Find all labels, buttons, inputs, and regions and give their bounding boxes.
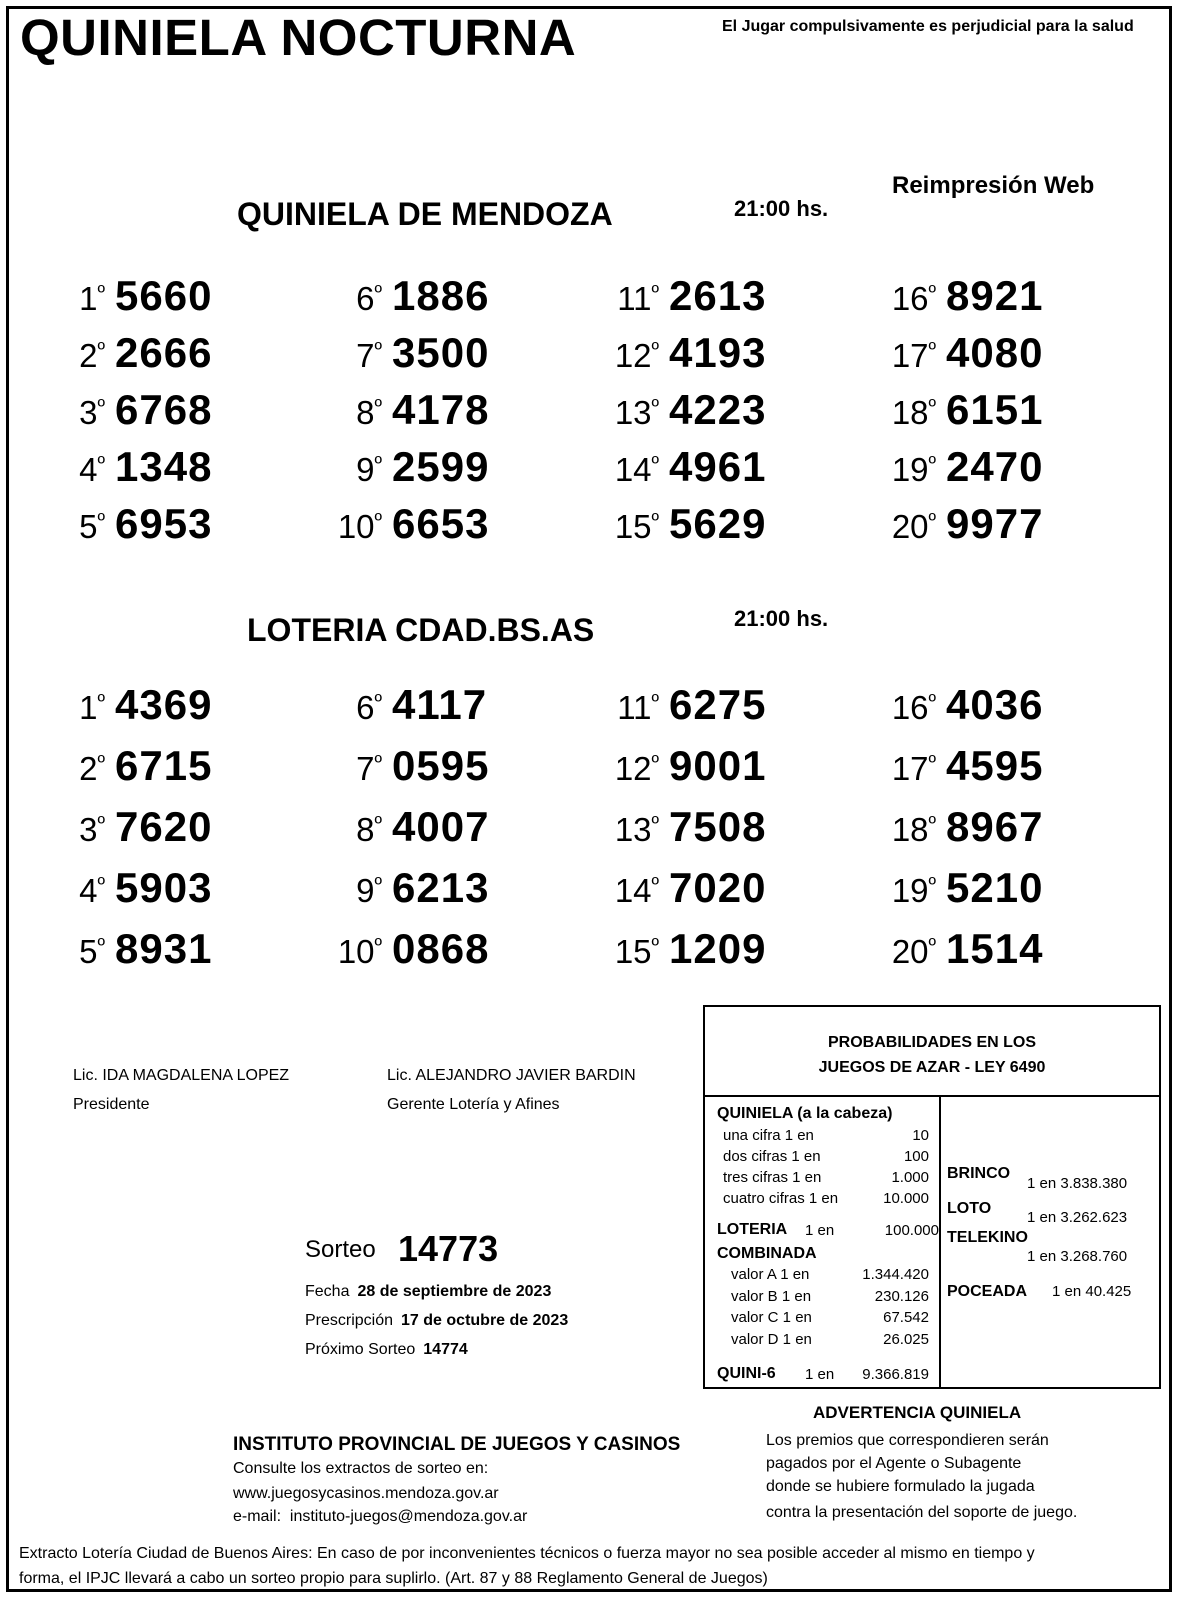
- health-warning: El Jugar compulsivamente es perjudicial para la salud: [722, 18, 1134, 35]
- ordinal-mark: º: [374, 689, 382, 713]
- winning-number: 2470: [946, 443, 1044, 490]
- quiniela-row-label: una cifra 1 en: [723, 1127, 814, 1144]
- position-label: [584, 508, 659, 546]
- ordinal-mark: º: [651, 451, 659, 475]
- mendoza-section-title: QUINIELA DE MENDOZA: [237, 196, 613, 232]
- prescripcion-row: [305, 1312, 568, 1330]
- winning-number: 4961: [669, 443, 767, 490]
- position-number: 12: [614, 337, 652, 374]
- sorteo-number: 14773: [398, 1228, 499, 1269]
- position-number: 15: [614, 508, 652, 545]
- ordinal-mark: º: [651, 750, 659, 774]
- position-number: 6: [356, 689, 375, 726]
- brinco-value: 1 en 3.838.380: [1027, 1175, 1128, 1192]
- position-label: [307, 280, 382, 318]
- bsas-result-17: [861, 742, 1043, 790]
- position-label: [30, 337, 105, 375]
- position-label: [30, 872, 105, 910]
- winning-number: 7508: [669, 803, 767, 850]
- position-number: 10: [337, 508, 375, 545]
- mendoza-result-12: [584, 329, 766, 377]
- loteria-label: LOTERIA: [717, 1221, 788, 1238]
- ordinal-mark: º: [651, 508, 659, 532]
- institute-email[interactable]: instituto-juegos@mendoza.gov.ar: [289, 1508, 528, 1525]
- position-number: 7: [356, 750, 375, 787]
- quiniela-row-value: 10: [912, 1127, 929, 1144]
- quiniela-row-value: 10.000: [883, 1190, 929, 1207]
- position-number: 16: [891, 689, 929, 726]
- ordinal-mark: º: [374, 280, 382, 304]
- mendoza-result-11: [584, 272, 766, 320]
- quiniela-row-label: cuatro cifras 1 en: [723, 1190, 839, 1207]
- winning-number: 5903: [115, 864, 213, 911]
- winning-number: 1514: [946, 925, 1044, 972]
- winning-number: 6715: [115, 742, 213, 789]
- position-label: [30, 394, 105, 432]
- position-number: 13: [614, 394, 652, 431]
- winning-number: 6151: [946, 386, 1044, 433]
- bsas-result-11: [584, 681, 766, 729]
- probabilities-title-line1: PROBABILIDADES EN LOS: [827, 1034, 1036, 1051]
- mendoza-result-9: [307, 443, 489, 491]
- mendoza-draw-time: 21:00 hs.: [734, 196, 829, 221]
- loteria-mid: 1 en: [805, 1222, 835, 1239]
- position-number: 19: [891, 872, 929, 909]
- position-number: 4: [79, 451, 98, 488]
- ordinal-mark: º: [374, 394, 382, 418]
- position-label: [307, 750, 382, 788]
- ordinal-mark: º: [97, 689, 105, 713]
- position-label: [30, 933, 105, 971]
- winning-number: 8931: [115, 925, 213, 972]
- poceada-value: 1 en 40.425: [1052, 1283, 1132, 1300]
- position-label: [30, 451, 105, 489]
- position-label: [307, 451, 382, 489]
- winning-number: 4595: [946, 742, 1044, 789]
- position-number: 20: [891, 508, 929, 545]
- winning-number: 1209: [669, 925, 767, 972]
- position-label: [861, 811, 936, 849]
- ordinal-mark: º: [97, 811, 105, 835]
- winning-number: 1886: [392, 272, 490, 319]
- winning-number: 2599: [392, 443, 490, 490]
- bsas-section-title: LOTERIA CDAD.BS.AS: [247, 612, 595, 648]
- combinada-label: COMBINADA: [717, 1245, 817, 1262]
- ordinal-mark: º: [374, 872, 382, 896]
- proximo-label: Próximo Sorteo: [305, 1341, 416, 1358]
- position-label: [30, 811, 105, 849]
- position-number: 2: [79, 750, 98, 787]
- position-label: [307, 337, 382, 375]
- position-number: 16: [891, 280, 929, 317]
- quiniela-row-label: tres cifras 1 en: [723, 1169, 822, 1186]
- winning-number: 4007: [392, 803, 490, 850]
- position-number: 14: [614, 872, 652, 909]
- mendoza-result-1: [30, 272, 212, 320]
- winning-number: 4223: [669, 386, 767, 433]
- position-label: [861, 872, 936, 910]
- winning-number: 6768: [115, 386, 213, 433]
- bsas-result-14: [584, 864, 766, 912]
- winning-number: 7620: [115, 803, 213, 850]
- position-number: 5: [79, 933, 98, 970]
- winning-number: 9001: [669, 742, 767, 789]
- bsas-result-8: [307, 803, 489, 851]
- position-label: [861, 451, 936, 489]
- position-number: 17: [891, 337, 929, 374]
- position-label: [861, 689, 936, 727]
- bsas-result-7: [307, 742, 489, 790]
- position-label: [861, 337, 936, 375]
- winning-number: 0868: [392, 925, 490, 972]
- position-label: [307, 689, 382, 727]
- ordinal-mark: º: [928, 689, 936, 713]
- position-label: [584, 750, 659, 788]
- signature-left-name: Lic. IDA MAGDALENA LOPEZ: [73, 1067, 290, 1084]
- ordinal-mark: º: [651, 394, 659, 418]
- combinada-row-value: 26.025: [883, 1330, 929, 1348]
- combinada-row-value: 67.542: [883, 1309, 929, 1326]
- quini6-label: QUINI-6: [717, 1365, 776, 1382]
- combinada-row-label: valor D 1 en: [731, 1330, 812, 1348]
- quiniela-row-value: 1.000: [891, 1169, 929, 1186]
- position-number: 17: [891, 750, 929, 787]
- advertencia-line-3: donde se hubiere formulado la jugada: [766, 1478, 1035, 1495]
- reprint-label: Reimpresión Web: [892, 172, 1095, 199]
- mendoza-result-2: [30, 329, 212, 377]
- loto-value: 1 en 3.262.623: [1027, 1209, 1128, 1226]
- position-label: [584, 689, 659, 727]
- winning-number: 6653: [392, 500, 490, 547]
- position-label: [861, 394, 936, 432]
- fecha-label: Fecha: [305, 1283, 350, 1300]
- mendoza-result-18: [861, 386, 1043, 434]
- ordinal-mark: º: [374, 508, 382, 532]
- bsas-result-3: [30, 803, 212, 851]
- position-label: [30, 280, 105, 318]
- ordinal-mark: º: [651, 689, 659, 713]
- signature-right-name: Lic. ALEJANDRO JAVIER BARDIN: [387, 1067, 636, 1084]
- position-number: 11: [617, 689, 652, 726]
- ordinal-mark: º: [374, 451, 382, 475]
- combinada-row-label: valor A 1 en: [731, 1266, 810, 1283]
- winning-number: 6213: [392, 864, 490, 911]
- ordinal-mark: º: [928, 933, 936, 957]
- ordinal-mark: º: [374, 811, 382, 835]
- quiniela-row-label: dos cifras 1 en: [723, 1148, 821, 1165]
- combinada-row-value: 1.344.420: [862, 1266, 929, 1283]
- position-label: [584, 872, 659, 910]
- mendoza-result-14: [584, 443, 766, 491]
- ordinal-mark: º: [928, 451, 936, 475]
- winning-number: 8967: [946, 803, 1044, 850]
- position-label: [584, 394, 659, 432]
- winning-number: 6953: [115, 500, 213, 547]
- position-number: 2: [79, 337, 98, 374]
- ordinal-mark: º: [928, 508, 936, 532]
- quini6-value: 9.366.819: [862, 1366, 929, 1383]
- winning-number: 5660: [115, 272, 213, 319]
- combinada-row-label: valor C 1 en: [731, 1309, 812, 1326]
- position-number: 4: [79, 872, 98, 909]
- position-number: 12: [614, 750, 652, 787]
- institute-name: INSTITUTO PROVINCIAL DE JUEGOS Y CASINOS: [233, 1434, 681, 1455]
- mendoza-result-20: [861, 500, 1043, 548]
- proximo-value: 14774: [423, 1341, 468, 1358]
- winning-number: 8921: [946, 272, 1044, 319]
- position-label: [584, 451, 659, 489]
- bsas-result-19: [861, 864, 1043, 912]
- mendoza-result-19: [861, 443, 1043, 491]
- brinco-label: BRINCO: [947, 1165, 1011, 1182]
- position-label: [584, 280, 659, 318]
- ordinal-mark: º: [97, 933, 105, 957]
- advertencia-title: ADVERTENCIA QUINIELA: [813, 1403, 1022, 1422]
- winning-number: 5210: [946, 864, 1044, 911]
- quiniela-label: QUINIELA (a la cabeza): [717, 1105, 893, 1122]
- bsas-draw-time: 21:00 hs.: [734, 606, 829, 631]
- position-label: [861, 508, 936, 546]
- position-number: 9: [356, 451, 375, 488]
- bsas-result-2: [30, 742, 212, 790]
- winning-number: 2613: [669, 272, 767, 319]
- sorteo-label: Sorteo: [305, 1236, 376, 1263]
- mendoza-result-7: [307, 329, 489, 377]
- position-number: 13: [614, 811, 652, 848]
- bsas-result-16: [861, 681, 1043, 729]
- fecha-value: 28 de septiembre de 2023: [357, 1283, 552, 1300]
- position-label: [30, 689, 105, 727]
- ordinal-mark: º: [374, 337, 382, 361]
- ordinal-mark: º: [651, 811, 659, 835]
- proximo-row: [305, 1341, 468, 1359]
- winning-number: 4036: [946, 681, 1044, 728]
- bsas-result-18: [861, 803, 1043, 851]
- signature-right-role: Gerente Lotería y Afines: [387, 1096, 560, 1113]
- position-label: [307, 811, 382, 849]
- fecha-row: [305, 1283, 551, 1301]
- position-label: [584, 811, 659, 849]
- advertencia-line-1: Los premios que correspondieren serán: [766, 1432, 1049, 1449]
- winning-number: 9977: [946, 500, 1044, 547]
- position-number: 1: [79, 689, 98, 726]
- ordinal-mark: º: [97, 750, 105, 774]
- institute-consult: Consulte los extractos de sorteo en:: [233, 1460, 489, 1477]
- institute-email-row: [233, 1508, 527, 1526]
- position-number: 19: [891, 451, 929, 488]
- mendoza-result-8: [307, 386, 489, 434]
- position-number: 8: [356, 811, 375, 848]
- institute-website[interactable]: www.juegosycasinos.mendoza.gov.ar: [233, 1485, 499, 1502]
- mendoza-result-17: [861, 329, 1043, 377]
- ordinal-mark: º: [651, 933, 659, 957]
- poceada-label: POCEADA: [947, 1283, 1028, 1300]
- footer-line-1: Extracto Lotería Ciudad de Buenos Aires: En caso de por inconvenientes técnicos o fuerza mayor no sea posible acceder al mismo en tiempo y: [19, 1545, 1035, 1562]
- bsas-result-6: [307, 681, 487, 729]
- quini6-mid: 1 en: [805, 1366, 835, 1383]
- bsas-result-5: [30, 925, 212, 973]
- winning-number: 6275: [669, 681, 767, 728]
- position-label: [307, 933, 382, 971]
- position-number: 20: [891, 933, 929, 970]
- mendoza-result-16: [861, 272, 1043, 320]
- bsas-result-20: [861, 925, 1043, 973]
- advertencia-line-4: contra la presentación del soporte de juego.: [766, 1504, 1078, 1521]
- winning-number: 4369: [115, 681, 213, 728]
- position-number: 14: [614, 451, 652, 488]
- signature-left-role: Presidente: [73, 1096, 150, 1113]
- winning-number: 0595: [392, 742, 490, 789]
- position-number: 9: [356, 872, 375, 909]
- position-number: 18: [891, 394, 929, 431]
- winning-number: 4178: [392, 386, 490, 433]
- position-label: [307, 872, 382, 910]
- position-number: 8: [356, 394, 375, 431]
- probabilities-header: [705, 1007, 1159, 1097]
- position-label: [584, 933, 659, 971]
- position-label: [30, 508, 105, 546]
- combinada-row-value: 230.126: [874, 1287, 929, 1305]
- position-label: [307, 394, 382, 432]
- ordinal-mark: º: [374, 750, 382, 774]
- ordinal-mark: º: [928, 811, 936, 835]
- probabilities-box: [703, 1005, 1161, 1389]
- prescripcion-value: 17 de octubre de 2023: [401, 1312, 569, 1329]
- winning-number: 3500: [392, 329, 490, 376]
- bsas-result-9: [307, 864, 489, 912]
- mendoza-result-3: [30, 386, 212, 434]
- ordinal-mark: º: [928, 280, 936, 304]
- ordinal-mark: º: [97, 394, 105, 418]
- ordinal-mark: º: [928, 872, 936, 896]
- ordinal-mark: º: [97, 872, 105, 896]
- mendoza-result-10: [307, 500, 489, 548]
- position-number: 11: [617, 280, 652, 317]
- position-number: 15: [614, 933, 652, 970]
- bsas-result-1: [30, 681, 212, 729]
- combinada-row-label: valor B 1 en: [731, 1287, 812, 1305]
- winning-number: 4193: [669, 329, 767, 376]
- loteria-value: 100.000: [884, 1222, 939, 1239]
- position-number: 18: [891, 811, 929, 848]
- ordinal-mark: º: [97, 337, 105, 361]
- probabilities-divider: [939, 1097, 941, 1389]
- position-label: [30, 750, 105, 788]
- position-label: [861, 933, 936, 971]
- position-number: 7: [356, 337, 375, 374]
- ordinal-mark: º: [928, 394, 936, 418]
- position-label: [861, 750, 936, 788]
- mendoza-result-6: [307, 272, 489, 320]
- ordinal-mark: º: [374, 933, 382, 957]
- bsas-result-12: [584, 742, 766, 790]
- position-number: 10: [337, 933, 375, 970]
- quiniela-row-value: 100: [903, 1148, 929, 1165]
- position-number: 6: [356, 280, 375, 317]
- footer-line-2: forma, el IPJC llevará a cabo un sorteo propio para suplirlo. (Art. 87 y 88 Reglamento General de Juegos): [19, 1570, 768, 1587]
- position-number: 3: [79, 811, 98, 848]
- mendoza-result-15: [584, 500, 766, 548]
- position-label: [861, 280, 936, 318]
- ordinal-mark: º: [928, 750, 936, 774]
- loto-label: LOTO: [947, 1200, 992, 1217]
- telekino-value: 1 en 3.268.760: [1027, 1248, 1128, 1265]
- ordinal-mark: º: [928, 337, 936, 361]
- ordinal-mark: º: [97, 280, 105, 304]
- mendoza-result-4: [30, 443, 212, 491]
- position-number: 5: [79, 508, 98, 545]
- email-label: e-mail:: [233, 1508, 282, 1525]
- bsas-result-10: [307, 925, 489, 973]
- probabilities-title-line2: JUEGOS DE AZAR - LEY 6490: [818, 1059, 1046, 1076]
- bsas-result-4: [30, 864, 212, 912]
- winning-number: 7020: [669, 864, 767, 911]
- telekino-label: TELEKINO: [947, 1229, 1028, 1246]
- winning-number: 2666: [115, 329, 213, 376]
- winning-number: 4117: [392, 681, 488, 728]
- winning-number: 4080: [946, 329, 1044, 376]
- position-number: 1: [79, 280, 98, 317]
- advertencia-line-2: pagados por el Agente o Subagente: [766, 1455, 1022, 1472]
- position-number: 3: [79, 394, 98, 431]
- bsas-result-13: [584, 803, 766, 851]
- bsas-result-15: [584, 925, 766, 973]
- page-title: QUINIELA NOCTURNA: [20, 9, 577, 66]
- winning-number: 1348: [115, 443, 213, 490]
- winning-number: 5629: [669, 500, 767, 547]
- ordinal-mark: º: [651, 872, 659, 896]
- position-label: [584, 337, 659, 375]
- ordinal-mark: º: [97, 508, 105, 532]
- ordinal-mark: º: [651, 337, 659, 361]
- prescripcion-label: Prescripción: [305, 1312, 394, 1329]
- ordinal-mark: º: [651, 280, 659, 304]
- mendoza-result-5: [30, 500, 212, 548]
- position-label: [307, 508, 382, 546]
- ordinal-mark: º: [97, 451, 105, 475]
- mendoza-result-13: [584, 386, 766, 434]
